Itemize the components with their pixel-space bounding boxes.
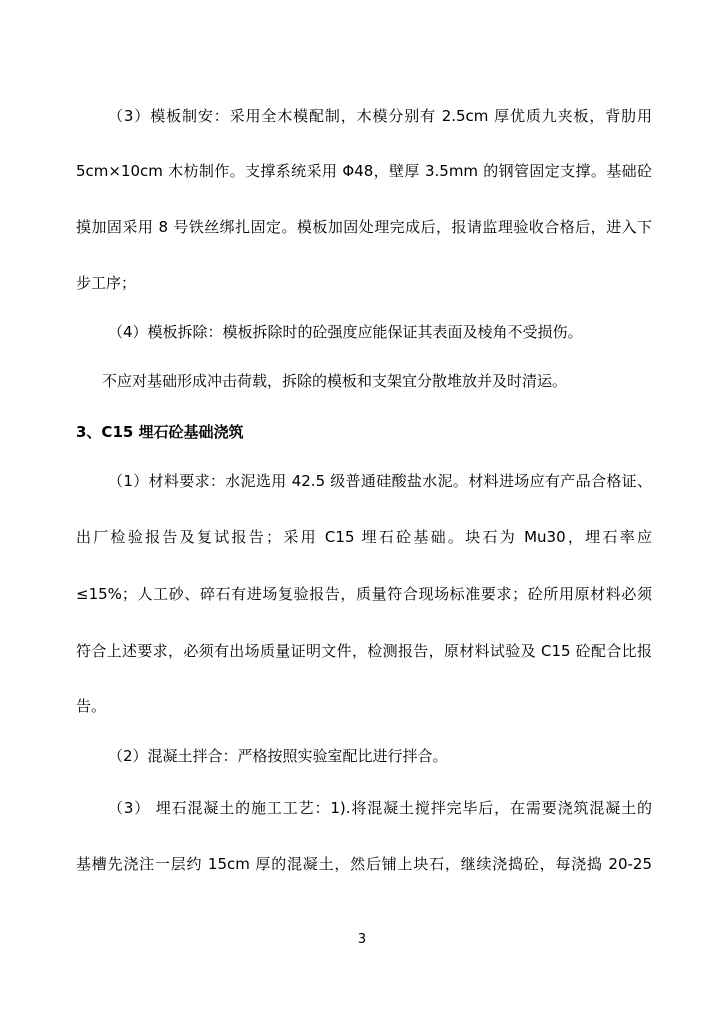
section-heading-c15-foundation: 3、C15 埋石砼基础浇筑	[76, 423, 244, 441]
paragraph-formwork-install-line-4: 步工序；	[76, 274, 137, 292]
paragraph-material-req-line-4: 符合上述要求，必须有出场质量证明文件，检测报告，原材料试验及 C15 砼配合比报	[76, 642, 652, 660]
paragraph-impact-load-note: 不应对基础形成冲击荷载，拆除的模板和支架宜分散堆放并及时清运。	[102, 372, 568, 390]
paragraph-formwork-install-line-2: 5cm×10cm 木枋制作。支撑系统采用 Φ48，壁厚 3.5mm 的钢管固定支撑。基础砼	[76, 162, 652, 180]
paragraph-formwork-install-line-1: （3）模板制安：采用全木模配制，木模分别有 2.5cm 厚优质九夹板，背肋用	[108, 107, 652, 125]
page-number: 3	[357, 932, 367, 947]
paragraph-formwork-removal: （4）模板拆除：模板拆除时的砼强度应能保证其表面及棱角不受损伤。	[108, 323, 583, 341]
paragraph-material-req-line-3: ≤15%；人工砂、碎石有进场复验报告，质量符合现场标准要求；砼所用原材料必须	[76, 585, 652, 603]
paragraph-material-req-line-2: 出厂检验报告及复试报告；采用 C15 埋石砼基础。块石为 Mu30，埋石率应	[76, 528, 652, 546]
paragraph-concrete-mixing: （2）混凝土拌合：严格按照实验室配比进行拌合。	[108, 747, 448, 765]
paragraph-material-req-line-1: （1）材料要求：水泥选用 42.5 级普通硅酸盐水泥。材料进场应有产品合格证、	[108, 472, 652, 490]
paragraph-material-req-line-5: 告。	[76, 697, 107, 715]
paragraph-construction-process-line-2: 基槽先浇注一层约 15cm 厚的混凝土，然后铺上块石，继续浇捣砼，每浇捣 20-25	[76, 855, 652, 873]
paragraph-construction-process-line-1: （3） 埋石混凝土的施工工艺：1).将混凝土搅拌完毕后，在需要浇筑混凝土的	[108, 799, 652, 817]
paragraph-formwork-install-line-3: 摸加固采用 8 号铁丝绑扎固定。模板加固处理完成后，报请监理验收合格后，进入下	[76, 218, 652, 236]
